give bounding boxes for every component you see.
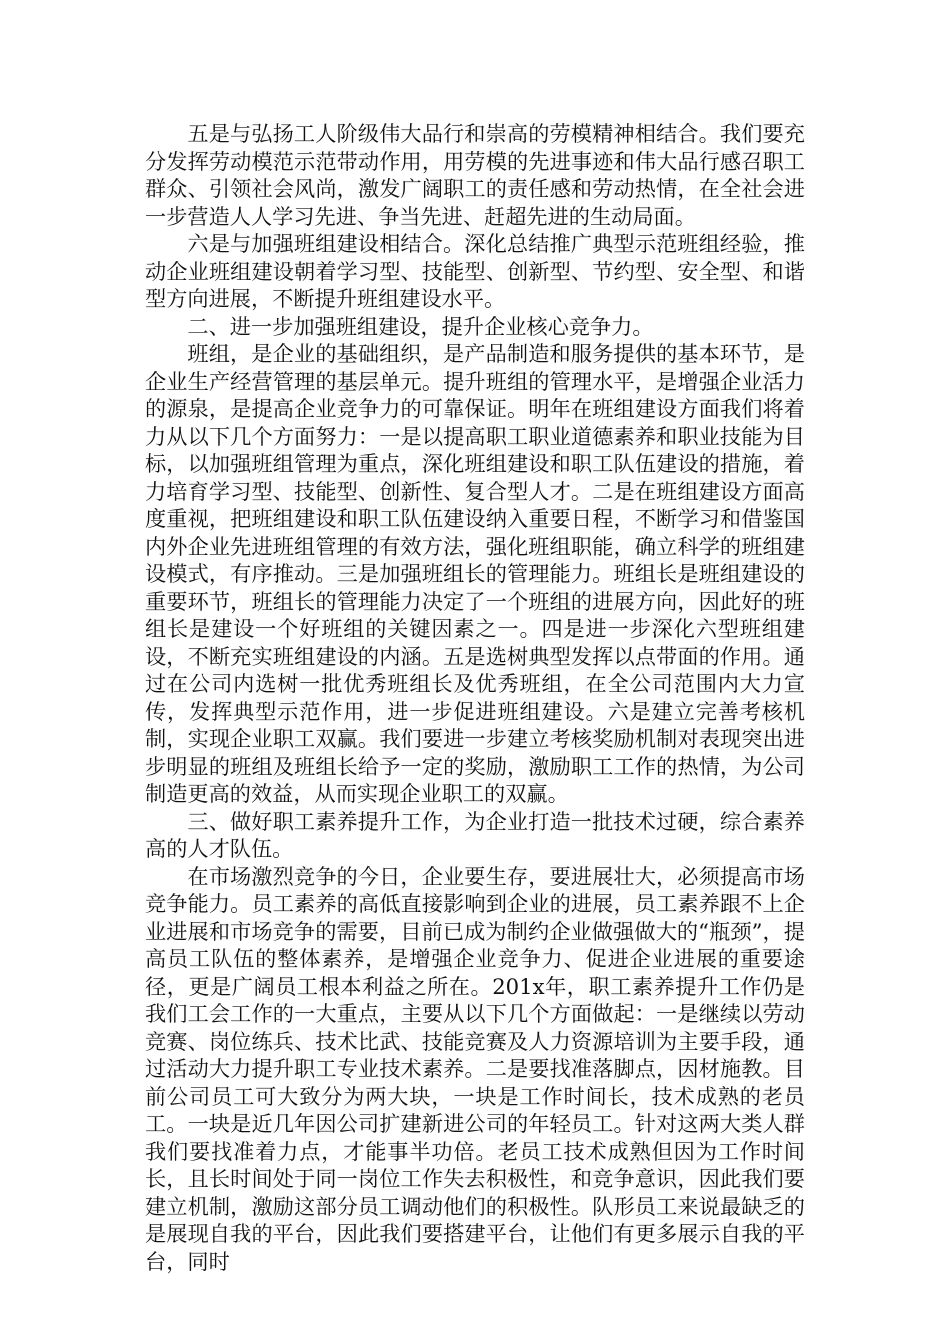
paragraph-staff-quality: 在市场激烈竞争的今日，企业要生存，要进展壮大，必须提高市场竞争能力。员工素养的高低直接影响到企业的进展，员工素养跟不上企业进展和市场竞争的需要，目前已成为制约企业做强做大的“瓶颈”，提高员工队伍的整体素养，是增强企业竞争力、促进企业进展的重要途径，更是广阔员工根本利益之所在。201x年，职工素养提升工作仍是我们工会工作的一大重点，主要从以下几个方面做起：一是继续以劳动竞赛、岗位练兵、技术比武、技能竞赛及人力资源培训为主要手段，通过活动大力提升职工专业技术素养。二是要找准落脚点，因材施教。目前公司员工可大致分为两大块，一块是工作时间长，技术成熟的老员工。一块是近几年因公司扩建新进公司的年轻员工。针对这两大类人群我们要找准着力点，才能事半功倍。老员工技术成熟但因为工作时间长，且长时间处于同一岗位工作失去积极性，和竞争意识，因此我们要建立机制，激励这部分员工调动他们的积极性。队形员工来说最缺乏的是展现自我的平台，因此我们要搭建平台，让他们有更多展示自我的平台，同时 (145, 863, 805, 1274)
section-heading-2: 二、进一步加强班组建设，提升企业核心竞争力。 (187, 313, 654, 339)
document-page (145, 120, 805, 1275)
paragraph-team-building: 六是与加强班组建设相结合。深化总结推广典型示范班组经验，推动企业班组建设朝着学习型、技能型、创新型、节约型、安全型、和谐型方向进展，不断提升班组建设水平。 (145, 231, 805, 311)
paragraph-team-management: 班组，是企业的基础组织，是产品制造和服务提供的基本环节，是企业生产经营管理的基层单元。提升班组的管理水平，是增强企业活力的源泉，是提高企业竞争力的可靠保证。明年在班组建设方面我们将着力从以下几个方面努力：一是以提高职工职业道德素养和职业技能为目标，以加强班组管理为重点，深化班组建设和职工队伍建设的措施，着力培育学习型、技能型、创新性、复合型人才。二是在班组建设方面高度重视，把班组建设和职工队伍建设纳入重要日程，不断学习和借鉴国内外企业先进班组管理的有效方法，强化班组职能，确立科学的班组建设模式，有序推动。三是加强班组长的管理能力。班组长是班组建设的重要环节，班组长的管理能力决定了一个班组的进展方向，因此好的班组长是建设一个好班组的关键因素之一。四是进一步深化六型班组建设，不断充实班组建设的内涵。五是选树典型发挥以点带面的作用。通过在公司内选树一批优秀班组长及优秀班组，在全公司范围内大力宣传，发挥典型示范作用，进一步促进班组建设。六是建立完善考核机制，实现企业职工双赢。我们要进一步建立考核奖励机制对表现突出进步明显的班组及班组长给予一定的奖励，激励职工工作的热情，为公司制造更高的效益，从而实现企业职工的双赢。 (145, 341, 805, 806)
section-heading-3: 三、做好职工素养提升工作，为企业打造一批技术过硬，综合素养高的人才队伍。 (145, 808, 805, 861)
paragraph-model-workers: 五是与弘扬工人阶级伟大品行和崇高的劳模精神相结合。我们要充分发挥劳动模范示范带动作用，用劳模的先进事迹和伟大品行感召职工群众、引领社会风尚，激发广阔职工的责任感和劳动热情，在全社会进一步营造人人学习先进、争当先进、赶超先进的生动局面。 (145, 121, 805, 229)
